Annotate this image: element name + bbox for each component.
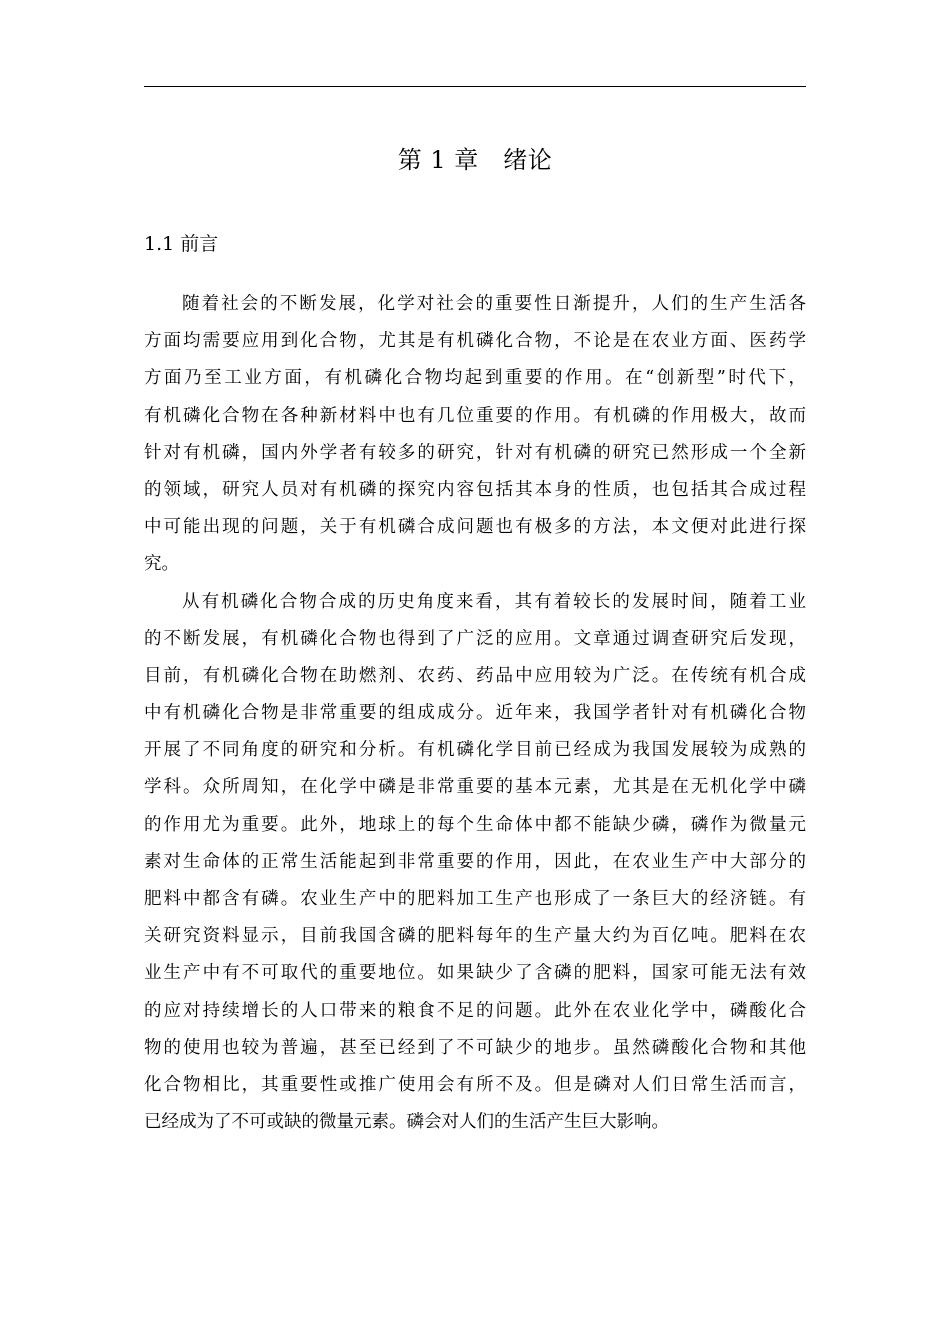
header-rule (144, 86, 806, 87)
text-line: 业生产中有不可取代的重要地位。如果缺少了含磷的肥料，国家可能无法有效 (144, 963, 806, 984)
body-text (144, 286, 806, 1141)
text-line: 目前，有机磷化合物在助燃剂、农药、药品中应用较为广泛。在传统有机合成 (144, 665, 806, 686)
paragraph-1 (144, 286, 806, 584)
section-heading: 1.1 前言 (144, 233, 219, 255)
text-line: 从有机磷化合物合成的历史角度来看，其有着较长的发展时间，随着工业 (182, 591, 806, 612)
text-line: 的应对持续增长的人口带来的粮食不足的问题。此外在农业化学中，磷酸化合 (144, 1000, 806, 1021)
text-line: 随着社会的不断发展，化学对社会的重要性日渐提升，人们的生产生活各 (182, 294, 806, 314)
text-line: 针对有机磷，国内外学者有较多的研究，针对有机磷的研究已然形成一个全新 (144, 442, 806, 463)
text-line: 肥料中都含有磷。农业生产中的肥料加工生产也形成了一条巨大的经济链。有 (144, 889, 806, 909)
text-line: 已经成为了不可或缺的微量元素。磷会对人们的生活产生巨大影响。 (144, 1112, 669, 1133)
chapter-title: 第 1 章 绪论 (397, 146, 553, 174)
text-line: 有机磷化合物在各种新材料中也有几位重要的作用。有机磷的作用极大，故而 (144, 405, 806, 426)
text-line: 关研究资料显示，目前我国含磷的肥料每年的生产量大约为百亿吨。肥料在农 (144, 926, 806, 947)
text-line: 中有机磷化合物是非常重要的组成成分。近年来，我国学者针对有机磷化合物 (144, 703, 806, 724)
text-line: 物的使用也较为普遍，甚至已经到了不可缺少的地步。虽然磷酸化合物和其他 (144, 1037, 806, 1058)
text-line: 开展了不同角度的研究和分析。有机磷化学目前已经成为我国发展较为成熟的 (144, 740, 806, 761)
text-line: 的不断发展，有机磷化合物也得到了广泛的应用。文章通过调查研究后发现， (144, 628, 806, 649)
paragraph-2 (144, 584, 806, 1142)
text-line: 的领域，研究人员对有机磷的探究内容包括其本身的性质，也包括其合成过程 (144, 479, 806, 500)
text-line: 究。 (144, 554, 179, 575)
text-line: 的作用尤为重要。此外，地球上的每个生命体中都不能缺少磷，磷作为微量元 (144, 814, 806, 835)
text-line: 方面均需要应用到化合物，尤其是有机磷化合物，不论是在农业方面、医药学 (144, 331, 806, 352)
text-line: 方面乃至工业方面，有机磷化合物均起到重要的作用。在“创新型”时代下， (144, 368, 806, 389)
text-line: 中可能出现的问题，关于有机磷合成问题也有极多的方法，本文便对此进行探 (144, 517, 806, 538)
text-line: 化合物相比，其重要性或推广使用会有所不及。但是磷对人们日常生活而言， (144, 1074, 806, 1095)
text-line: 学科。众所周知，在化学中磷是非常重要的基本元素，尤其是在无机化学中磷 (144, 777, 806, 798)
text-line: 素对生命体的正常生活能起到非常重要的作用，因此，在农业生产中大部分的 (144, 851, 806, 872)
